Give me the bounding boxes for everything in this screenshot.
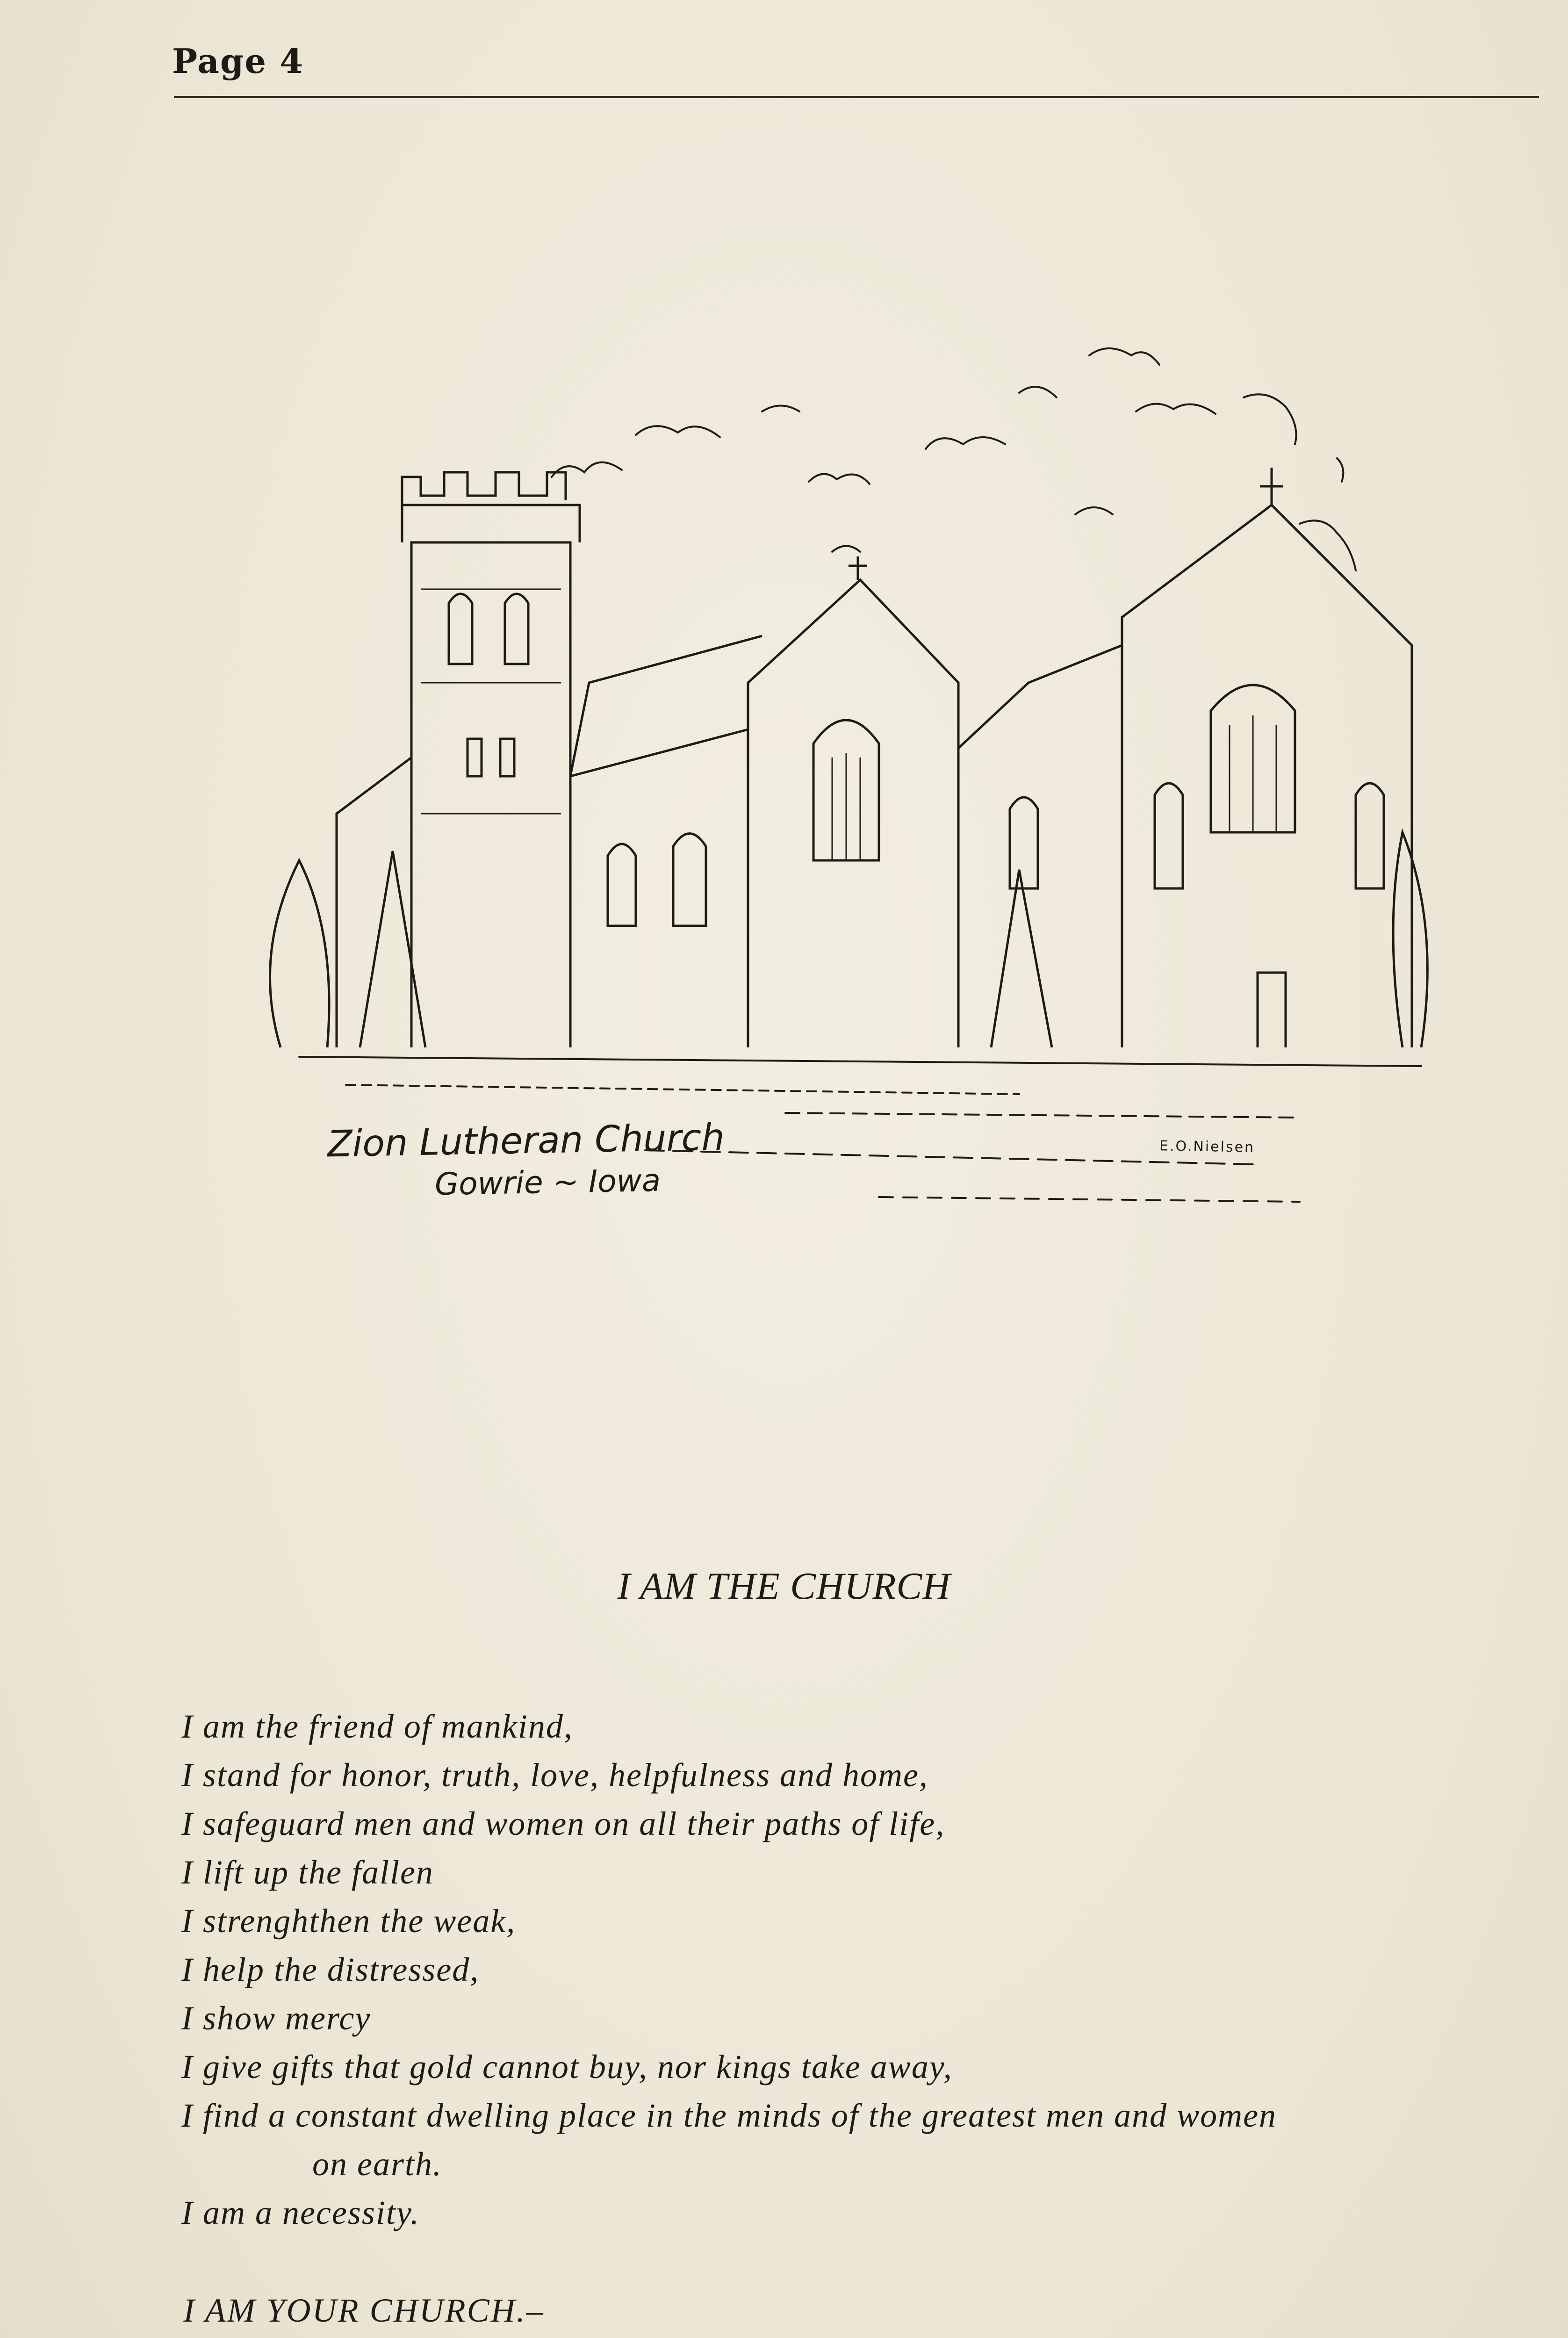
- header-rule: [174, 96, 1539, 98]
- poem-line: I am a necessity.: [181, 2194, 420, 2231]
- poem-line: I am the friend of mankind,: [181, 1708, 573, 1745]
- poem-line: I strenghthen the weak,: [181, 1902, 516, 1940]
- poem-line: I stand for honor, truth, love, helpfulness and home,: [181, 1756, 928, 1794]
- poem-line: I lift up the fallen: [181, 1854, 434, 1891]
- poem-line: I show mercy: [181, 1999, 371, 2037]
- poem-title: I AM THE CHURCH: [617, 1565, 951, 1607]
- poem-line: I safeguard men and women on all their paths of life,: [181, 1805, 945, 1842]
- poem-line: I help the distressed,: [181, 1951, 480, 1988]
- artist-signature: E.O.Nielsen: [1159, 1138, 1255, 1156]
- poem-line: I find a constant dwelling place in the minds of the greatest men and women: [181, 2097, 1277, 2134]
- illustration-caption: Zion Lutheran Church: [327, 1116, 725, 1166]
- poem-body: [181, 1702, 1537, 2237]
- poem-line: I give gifts that gold cannot buy, nor kings take away,: [181, 2048, 953, 2085]
- poem-line-continuation: on earth.: [312, 2145, 442, 2183]
- page-number: Page 4: [172, 41, 304, 81]
- poem-closing: I AM YOUR CHURCH.–: [183, 2292, 545, 2329]
- illustration-location: Gowrie ~ Iowa: [434, 1162, 661, 1203]
